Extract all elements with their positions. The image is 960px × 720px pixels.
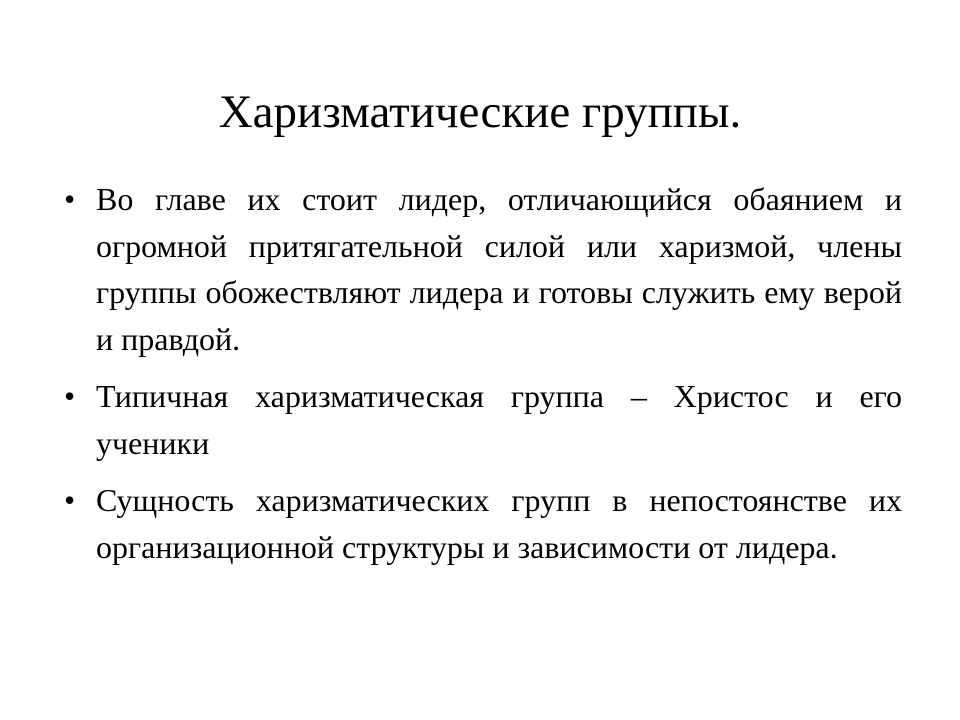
bullet-item: [64, 176, 902, 362]
bullet-list: [64, 176, 902, 581]
bullet-text: Во главе их стоит лидер, отличающийся обаянием и огромной притягательной силой или харизмой, члены группы обожествляют лидера и готовы служить ему верой и правдой.: [96, 181, 902, 357]
bullet-text: Сущность харизматических групп в непостоянстве их организационной структуры и зависимости от лидера.: [96, 482, 902, 565]
bullet-item: [64, 477, 902, 570]
bullet-icon: •: [64, 181, 76, 217]
slide-title: Харизматические группы.: [218, 86, 742, 138]
bullet-icon: •: [64, 482, 76, 518]
bullet-icon: •: [64, 378, 76, 414]
bullet-text: Типичная харизматическая группа – Христос и его ученики: [96, 378, 902, 461]
bullet-item: [64, 373, 902, 466]
